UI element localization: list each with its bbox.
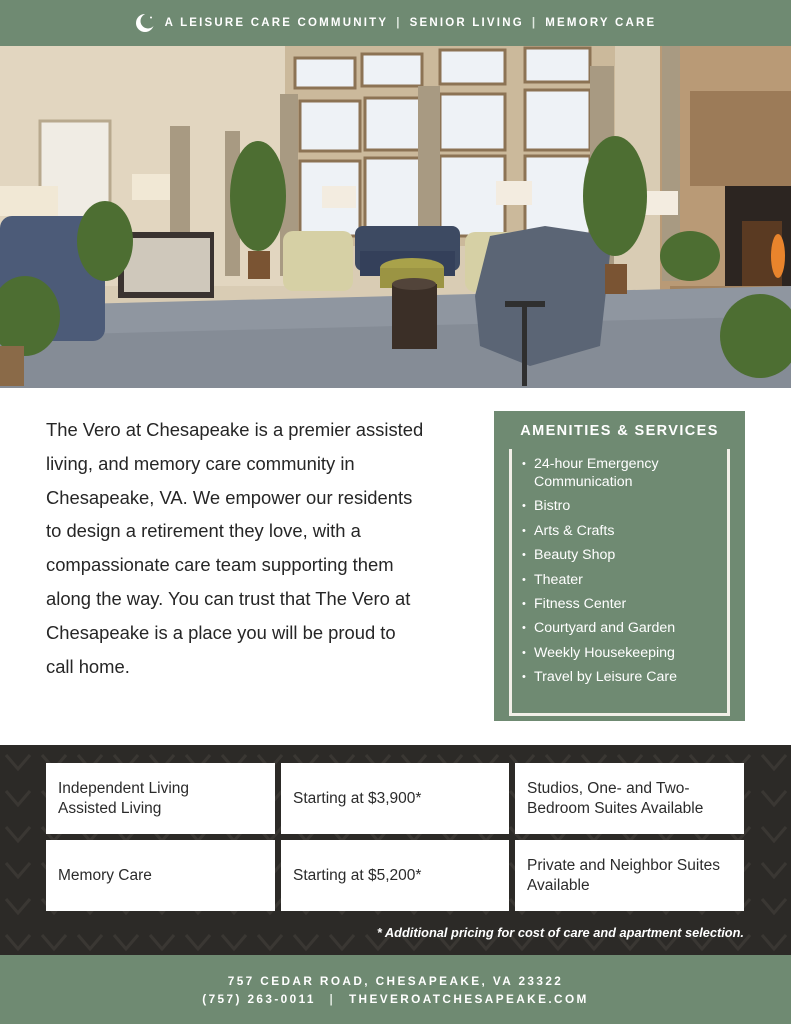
footer-address: 757 CEDAR ROAD, CHESAPEAKE, VA 23322	[227, 974, 564, 988]
banner-item-senior-living: SENIOR LIVING	[409, 17, 524, 29]
banner-item-community: A LEISURE CARE COMMUNITY	[164, 17, 389, 29]
footer-separator: |	[329, 992, 336, 1006]
pricing-footnote: * Additional pricing for cost of care and apartment selection.	[376, 925, 744, 940]
footer-phone: (757) 263-0011	[202, 992, 316, 1006]
banner-separator: |	[396, 17, 402, 29]
pricing-suites-independent-assisted: Studios, One- and Two-Bedroom Suites Available	[515, 763, 744, 834]
intro-paragraph: The Vero at Chesapeake is a premier assisted living, and memory care community in Chesapeake, VA. We empower our residents to design a retirement they love, with a compassionate care team supporting them along the way. You can trust that The Vero at Chesapeake is a place you will be proud to call home.	[46, 419, 424, 677]
pricing-price-independent-assisted: Starting at $3,900*	[281, 763, 509, 834]
amenities-list	[522, 455, 732, 693]
banner-item-memory-care: MEMORY CARE	[545, 17, 657, 29]
top-banner	[0, 0, 791, 46]
amenity-item: • Theater	[522, 571, 732, 589]
amenities-panel	[494, 411, 745, 721]
amenity-item: • Arts & Crafts	[522, 522, 732, 540]
crescent-moon-logo-icon	[135, 13, 155, 33]
footer-website: THEVEROATCHESAPEAKE.COM	[348, 992, 589, 1006]
pricing-suites-memory-care: Private and Neighbor Suites Available	[515, 840, 744, 911]
banner-separator: |	[531, 17, 538, 29]
amenity-item: • Travel by Leisure Care	[522, 668, 732, 686]
amenity-item: • Beauty Shop	[522, 546, 732, 564]
amenities-heading: AMENITIES & SERVICES	[520, 423, 719, 439]
amenity-item: • Bistro	[522, 497, 732, 515]
pricing-care-type-memory-care: Memory Care	[46, 840, 275, 911]
amenity-item: • Courtyard and Garden	[522, 619, 732, 637]
pricing-care-type-independent-assisted: Independent Living Assisted Living	[46, 763, 275, 834]
amenity-item: • 24-hour Emergency Communication	[522, 455, 732, 491]
footer-bar	[0, 955, 791, 1024]
amenity-item: • Fitness Center	[522, 595, 732, 613]
footer-contact-line	[0, 992, 791, 1006]
lobby-interior-photo	[0, 46, 791, 388]
pricing-price-memory-care: Starting at $5,200*	[281, 840, 509, 911]
amenity-item: • Weekly Housekeeping	[522, 644, 732, 662]
